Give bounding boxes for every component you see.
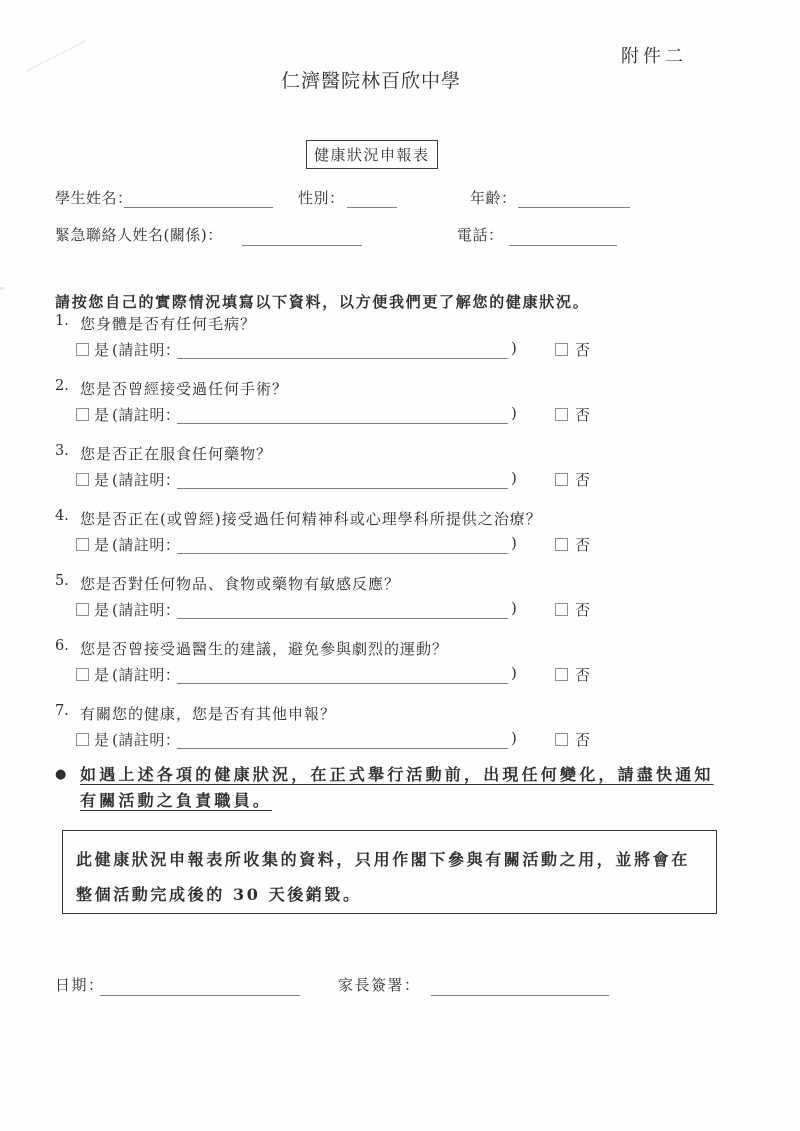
answer-row bbox=[0, 339, 800, 359]
no-checkbox[interactable] bbox=[555, 538, 568, 551]
note-field[interactable] bbox=[177, 665, 508, 684]
phone-label: 電話： bbox=[457, 226, 504, 244]
question-line bbox=[0, 508, 800, 528]
question-text: 您是否正在服食任何藥物？ bbox=[80, 445, 273, 463]
question-number: 6. bbox=[55, 638, 69, 654]
question-line bbox=[0, 313, 800, 333]
answer-row bbox=[0, 729, 800, 749]
bullet-icon: ● bbox=[55, 767, 67, 782]
yes-checkbox[interactable] bbox=[76, 473, 89, 486]
scan-artifact bbox=[0, 287, 4, 290]
question-text: 有關您的健康，您是否有其他申報？ bbox=[80, 705, 337, 723]
question-line bbox=[0, 443, 800, 463]
yes-checkbox[interactable] bbox=[76, 733, 89, 746]
question-text: 您是否正在(或曾經)接受過任何精神科或心理學科所提供之治療？ bbox=[80, 510, 542, 528]
question-item bbox=[0, 703, 800, 768]
yes-label: 是 bbox=[94, 406, 111, 424]
question-number: 5. bbox=[55, 573, 69, 589]
question-number: 3. bbox=[55, 443, 69, 459]
note-prefix: (請註明： bbox=[112, 536, 181, 554]
answer-row bbox=[0, 534, 800, 554]
no-checkbox[interactable] bbox=[555, 668, 568, 681]
yes-label: 是 bbox=[94, 341, 111, 359]
question-line bbox=[0, 573, 800, 593]
note-field[interactable] bbox=[177, 600, 508, 619]
question-item bbox=[0, 443, 800, 508]
yes-checkbox[interactable] bbox=[76, 343, 89, 356]
school-title: 仁濟醫院林百欣中學 bbox=[281, 70, 462, 92]
question-item bbox=[0, 638, 800, 703]
note-prefix: (請註明： bbox=[112, 666, 181, 684]
question-line bbox=[0, 638, 800, 658]
phone-field[interactable] bbox=[509, 226, 617, 246]
note-field[interactable] bbox=[177, 405, 508, 424]
instruction-text: 請按您自己的實際情況填寫以下資料，以方便我們更了解您的健康狀況。 bbox=[55, 293, 590, 311]
no-label: 否 bbox=[575, 601, 592, 619]
age-label: 年齡： bbox=[470, 189, 517, 207]
age-field[interactable] bbox=[518, 188, 630, 208]
note-close-paren: ) bbox=[511, 664, 517, 682]
note-prefix: (請註明： bbox=[112, 471, 181, 489]
emergency-contact-label: 緊急聯絡人姓名(關係)： bbox=[55, 226, 223, 244]
note-prefix: (請註明： bbox=[112, 406, 181, 424]
answer-row bbox=[0, 599, 800, 619]
question-line bbox=[0, 378, 800, 398]
privacy-box bbox=[62, 830, 717, 914]
note-close-paren: ) bbox=[511, 339, 517, 357]
signature-field[interactable] bbox=[431, 976, 609, 996]
student-name-field[interactable] bbox=[124, 188, 273, 208]
no-label: 否 bbox=[575, 731, 592, 749]
yes-label: 是 bbox=[94, 666, 111, 684]
note-field[interactable] bbox=[177, 730, 508, 749]
no-label: 否 bbox=[575, 666, 592, 684]
note-close-paren: ) bbox=[511, 599, 517, 617]
yes-label: 是 bbox=[94, 601, 111, 619]
answer-row bbox=[0, 469, 800, 489]
attachment-label: 附件二 bbox=[621, 46, 687, 67]
date-field[interactable] bbox=[100, 976, 300, 996]
answer-row bbox=[0, 404, 800, 424]
question-number: 4. bbox=[55, 508, 69, 524]
change-notice-text: 如遇上述各項的健康狀況，在正式舉行活動前，出現任何變化，請盡快通知有關活動之負責職員。 bbox=[80, 765, 714, 810]
gender-field[interactable] bbox=[347, 188, 397, 208]
question-line bbox=[0, 703, 800, 723]
question-text: 您是否對任何物品、食物或藥物有敏感反應？ bbox=[80, 575, 401, 593]
no-checkbox[interactable] bbox=[555, 343, 568, 356]
no-label: 否 bbox=[575, 406, 592, 424]
question-item bbox=[0, 508, 800, 573]
question-number: 2. bbox=[55, 378, 69, 394]
question-text: 您身體是否有任何毛病？ bbox=[80, 315, 257, 333]
note-field[interactable] bbox=[177, 535, 508, 554]
note-close-paren: ) bbox=[511, 469, 517, 487]
question-number: 7. bbox=[55, 703, 69, 719]
yes-checkbox[interactable] bbox=[76, 668, 89, 681]
yes-label: 是 bbox=[94, 731, 111, 749]
form-title: 健康狀況申報表 bbox=[306, 140, 438, 169]
question-item bbox=[0, 573, 800, 638]
note-field[interactable] bbox=[177, 470, 508, 489]
gender-label: 性別： bbox=[298, 189, 345, 207]
no-checkbox[interactable] bbox=[555, 603, 568, 616]
change-notice bbox=[55, 762, 715, 814]
note-prefix: (請註明： bbox=[112, 731, 181, 749]
no-checkbox[interactable] bbox=[555, 733, 568, 746]
question-text: 您是否曾接受過醫生的建議，避免參與劇烈的運動？ bbox=[80, 640, 449, 658]
no-label: 否 bbox=[575, 536, 592, 554]
signature-label: 家長簽署： bbox=[338, 976, 421, 994]
note-field[interactable] bbox=[177, 340, 508, 359]
note-prefix: (請註明： bbox=[112, 601, 181, 619]
no-checkbox[interactable] bbox=[555, 473, 568, 486]
scan-artifact bbox=[25, 40, 86, 73]
note-close-paren: ) bbox=[511, 404, 517, 422]
no-label: 否 bbox=[575, 471, 592, 489]
emergency-contact-field[interactable] bbox=[242, 226, 362, 246]
question-number: 1. bbox=[55, 313, 69, 329]
question-item bbox=[0, 378, 800, 443]
privacy-statement: 此健康狀況申報表所收集的資料，只用作閣下參與有關活動之用，並將會在整個活動完成後的 30 天後銷毀。 bbox=[76, 850, 690, 904]
date-label: 日期： bbox=[55, 976, 105, 994]
student-name-label: 學生姓名： bbox=[55, 189, 133, 207]
yes-checkbox[interactable] bbox=[76, 603, 89, 616]
note-prefix: (請註明： bbox=[112, 341, 181, 359]
questions-list bbox=[0, 313, 800, 768]
question-item bbox=[0, 313, 800, 378]
yes-checkbox[interactable] bbox=[76, 538, 89, 551]
yes-checkbox[interactable] bbox=[76, 408, 89, 421]
note-close-paren: ) bbox=[511, 729, 517, 747]
yes-label: 是 bbox=[94, 536, 111, 554]
question-text: 您是否曾經接受過任何手術？ bbox=[80, 380, 289, 398]
answer-row bbox=[0, 664, 800, 684]
no-checkbox[interactable] bbox=[555, 408, 568, 421]
no-label: 否 bbox=[575, 341, 592, 359]
yes-label: 是 bbox=[94, 471, 111, 489]
note-close-paren: ) bbox=[511, 534, 517, 552]
